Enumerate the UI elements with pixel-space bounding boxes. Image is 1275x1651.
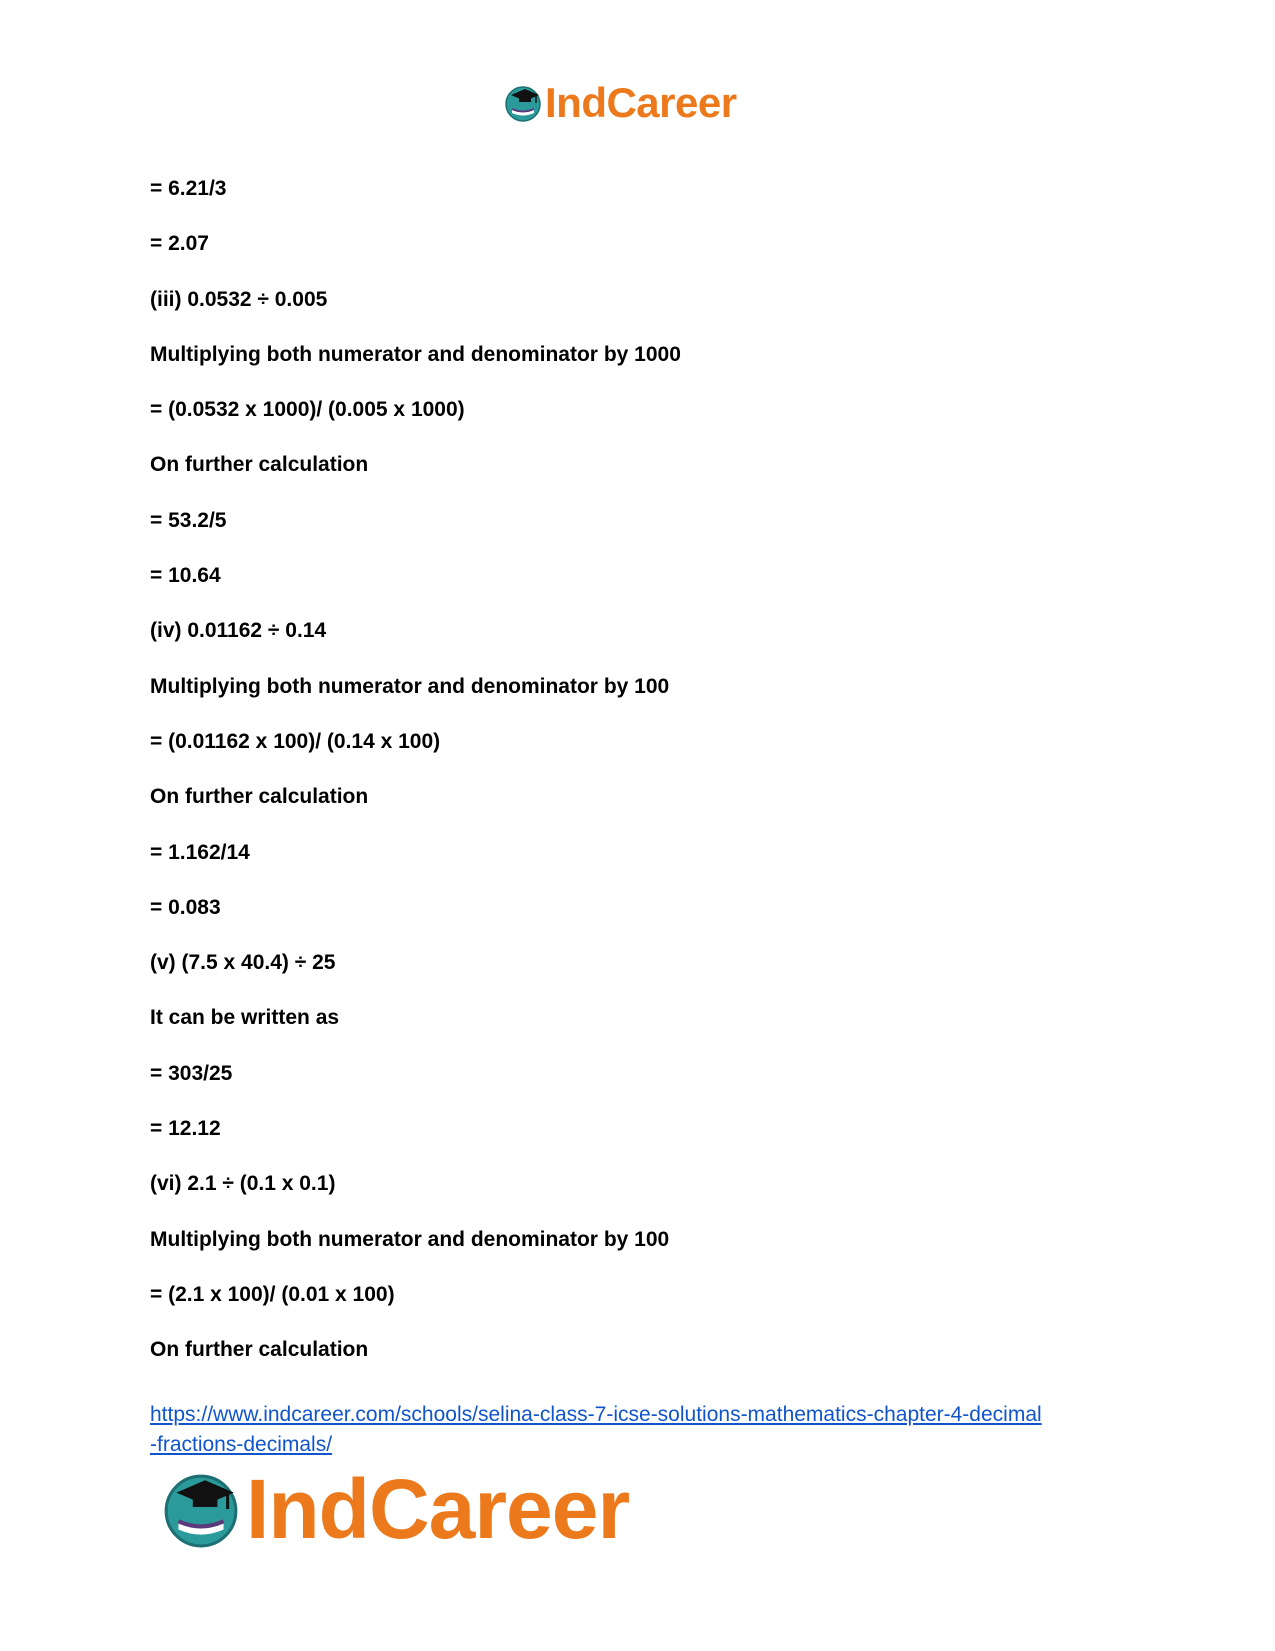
header-logo-text: IndCareer xyxy=(545,79,737,126)
text-line: On further calculation xyxy=(150,785,369,809)
source-link-line-1[interactable]: https://www.indcareer.com/schools/selina-class-7-icse-solutions-mathematics-chapter-4-decimal xyxy=(150,1403,1042,1426)
logo-globe-icon xyxy=(503,83,543,123)
text-line: = 10.64 xyxy=(150,564,221,588)
text-line: Multiplying both numerator and denominator by 1000 xyxy=(150,342,681,366)
text-line: (v) (7.5 x 40.4) ÷ 25 xyxy=(150,951,336,975)
text-line: = 12.12 xyxy=(150,1117,221,1141)
solution-content xyxy=(150,176,1150,1393)
text-line: It can be written as xyxy=(150,1006,340,1030)
header-logo xyxy=(503,80,737,126)
text-line: = 53.2/5 xyxy=(150,508,227,532)
text-line: = (0.01162 x 100)/ (0.14 x 100) xyxy=(150,729,441,753)
text-line: = (0.0532 x 1000)/ (0.005 x 1000) xyxy=(150,398,465,422)
text-line: (iv) 0.01162 ÷ 0.14 xyxy=(150,619,327,643)
text-line: (iii) 0.0532 ÷ 0.005 xyxy=(150,287,328,311)
text-line: = 6.21/3 xyxy=(150,177,227,200)
text-line: On further calculation xyxy=(150,1338,369,1362)
text-line: = 2.07 xyxy=(150,232,209,256)
text-line: (vi) 2.1 ÷ (0.1 x 0.1) xyxy=(150,1172,336,1196)
text-line: Multiplying both numerator and denominator by 100 xyxy=(150,1227,670,1251)
text-line: = (2.1 x 100)/ (0.01 x 100) xyxy=(150,1282,395,1306)
source-link[interactable] xyxy=(150,1400,1150,1460)
footer-logo-text: IndCareer xyxy=(246,1462,630,1556)
logo-globe-icon xyxy=(160,1468,242,1550)
text-line: On further calculation xyxy=(150,453,369,477)
text-line: = 303/25 xyxy=(150,1061,233,1085)
text-line: Multiplying both numerator and denominator by 100 xyxy=(150,674,670,698)
text-line: = 1.162/14 xyxy=(150,840,250,864)
source-link-line-2[interactable]: -fractions-decimals/ xyxy=(150,1433,333,1456)
text-line: = 0.083 xyxy=(150,895,221,919)
footer-logo xyxy=(160,1462,630,1556)
